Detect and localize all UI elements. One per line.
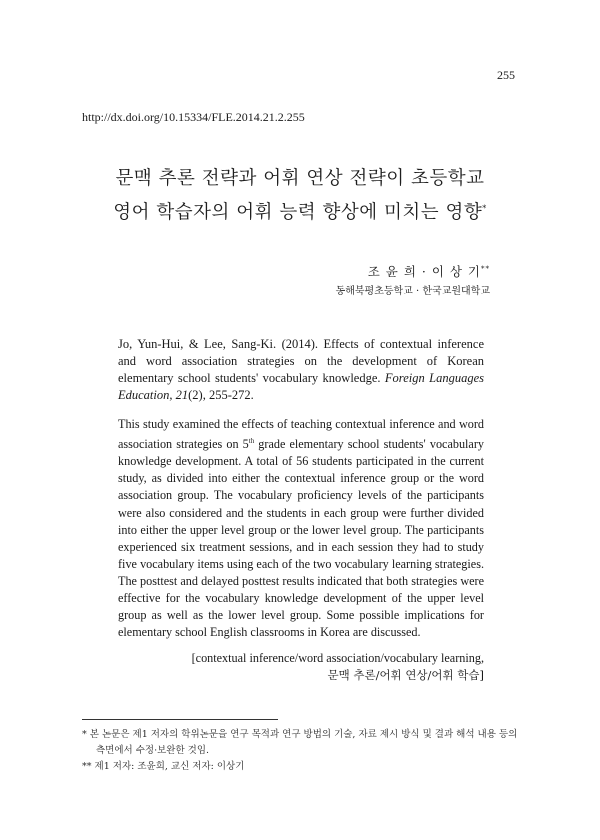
keywords-english: [contextual inference/word association/vocabulary learning, (191, 651, 484, 665)
author-footnote-mark[interactable]: ** (481, 264, 490, 273)
citation-article-title: Effects of contextual inference and word association strategies on the development of Korean elementary school students' vocabulary knowledge. (118, 337, 484, 385)
title-line-2 (0, 194, 600, 228)
keywords (118, 650, 484, 684)
doi-link[interactable]: http://dx.doi.org/10.15334/FLE.2014.21.2.255 (82, 110, 305, 124)
citation (118, 336, 484, 404)
title-line-2-text: 영어 학습자의 어휘 능력 향상에 미치는 영향 (113, 202, 483, 224)
abstract-text-1: This study examined the effects of teaching contextual inference and word association strategies on 5 (118, 417, 484, 452)
footnote-divider (82, 719, 278, 720)
footnote-2: ** 제1 저자: 조윤희, 교신 저자: 이상기 (82, 761, 245, 772)
abstract-superscript: th (248, 437, 255, 446)
author-names (368, 262, 490, 280)
title-line-1: 문맥 추론 전략과 어휘 연상 전략이 초등학교 (115, 168, 485, 189)
page-number: 255 (497, 68, 515, 82)
keywords-korean: 문맥 추론/어휘 연상/어휘 학습] (327, 668, 484, 682)
citation-journal: Foreign Languages Education, 21 (118, 371, 484, 402)
footnotes (82, 727, 522, 775)
paper-title (0, 164, 600, 228)
author-affiliations: 동해북평초등학교 · 한국교원대학교 (335, 286, 490, 297)
citation-issue-pages: (2), 255-272. (188, 388, 254, 402)
author-names-text: 조 윤 희 · 이 상 기 (367, 264, 481, 279)
citation-authors-year: Jo, Yun-Hui, & Lee, Sang-Ki. (2014). (118, 337, 319, 351)
abstract-text-2: grade elementary school students' vocabulary knowledge development. A total of 56 students participated in the current study, as divided into either the contextual inference group or the word association group. The vocabulary proficiency levels of the participants were also considered and the students in each group were further divided into either the upper level group or the lower level group. The participants experienced six treatment sessions, and in each session they had to study five vocabulary items using each of the two vocabulary learning strategies. The posttest and delayed posttest results indicated that both strategies were effective for the vocabulary knowledge development of the upper level group as well as the lower level group. Some possible implications for elementary school English classrooms in Korea are discussed. (118, 437, 484, 640)
footnote-1: * 본 논문은 제1 저자의 학위논문을 연구 목적과 연구 방법의 기술, 자료 제시 방식 및 결과 해석 내용 등의 측면에서 수정·보완한 것임. (82, 729, 518, 756)
abstract (118, 416, 484, 641)
title-footnote-mark[interactable]: * (482, 204, 487, 213)
